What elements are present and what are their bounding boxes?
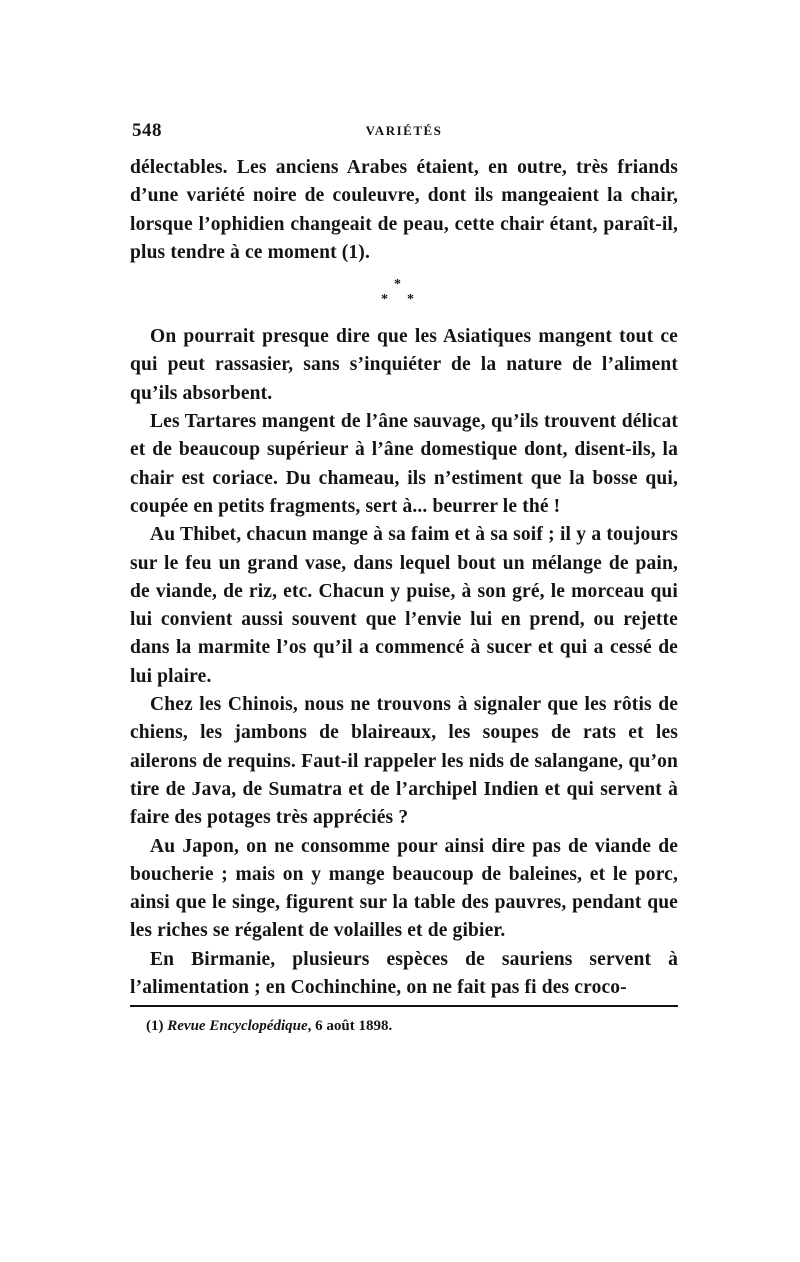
asterism-star-left: * — [381, 292, 388, 308]
paragraph-4: Au Thibet, chacun mange à sa faim et à sa soif ; il y a toujours sur le feu un grand vase, dans lequel bout un mélange de pain, de viande, de riz, etc. Chacun y puise, à son gré, le morceau qui lui convient aussi souvent que l’envie lui en prend, ou rejette dans la marmite l’os qu’il a commencé à sucer et qui a cessé de lui plaire. — [130, 524, 678, 687]
footnote — [146, 1018, 666, 1035]
book-page — [130, 0, 678, 1262]
section-break-asterism — [130, 269, 678, 319]
footnote-source: Revue Encyclopédique — [167, 1018, 308, 1034]
paragraph-6: Au Japon, on ne consomme pour ainsi dire pas de viande de boucherie ; mais on y mange beaucoup de baleines, et le porc, ainsi que le singe, figurent sur la table des pauvres, pendant que les riches se régalent de volailles et de gibier. — [130, 835, 678, 942]
running-title: VARIÉTÉS — [365, 123, 443, 138]
page-number: 548 — [132, 120, 162, 141]
footnote-rule — [130, 1005, 678, 1007]
paragraph-5: Chez les Chinois, nous ne trouvons à signaler que les rôtis de chiens, les jambons de blaireaux, les soupes de rats et les ailerons de requins. Faut-il rappeler les nids de salangane, qu’on tire de Java, de Sumatra et de l’archipel Indien et qui servent à faire des potages très appréciés ? — [130, 694, 678, 829]
running-head — [130, 120, 678, 140]
paragraph-3: Les Tartares mangent de l’âne sauvage, qu’ils trouvent délicat et de beaucoup supérieur à l’âne domestique dont, disent-ils, la chair est coriace. Du chameau, ils n’estiment que la bosse qui, coupée en petits fragments, sert à... beurrer le thé ! — [130, 411, 678, 517]
body-text — [130, 154, 678, 1002]
asterism-star-top: * — [394, 277, 401, 293]
paragraph-1: délectables. Les anciens Arabes étaient, en outre, très friands d’une variété noire de couleuvre, dont ils mangeaient la chair, lorsque l’ophidien changeait de peau, cette chair étant, paraît-il, plus tendre à ce moment (1). — [130, 157, 678, 263]
footnote-marker: (1) — [146, 1018, 164, 1034]
paragraph-2: On pourrait presque dire que les Asiatiques mangent tout ce qui peut rassasier, sans s’inquiéter de la nature de l’aliment qu’ils absorbent. — [130, 326, 678, 404]
asterism-star-right: * — [407, 292, 414, 308]
footnote-date: , 6 août 1898. — [307, 1018, 393, 1034]
paragraph-7: En Birmanie, plusieurs espèces de sauriens servent à l’alimentation ; en Cochinchine, on ne fait pas fi des croco- — [130, 948, 678, 999]
